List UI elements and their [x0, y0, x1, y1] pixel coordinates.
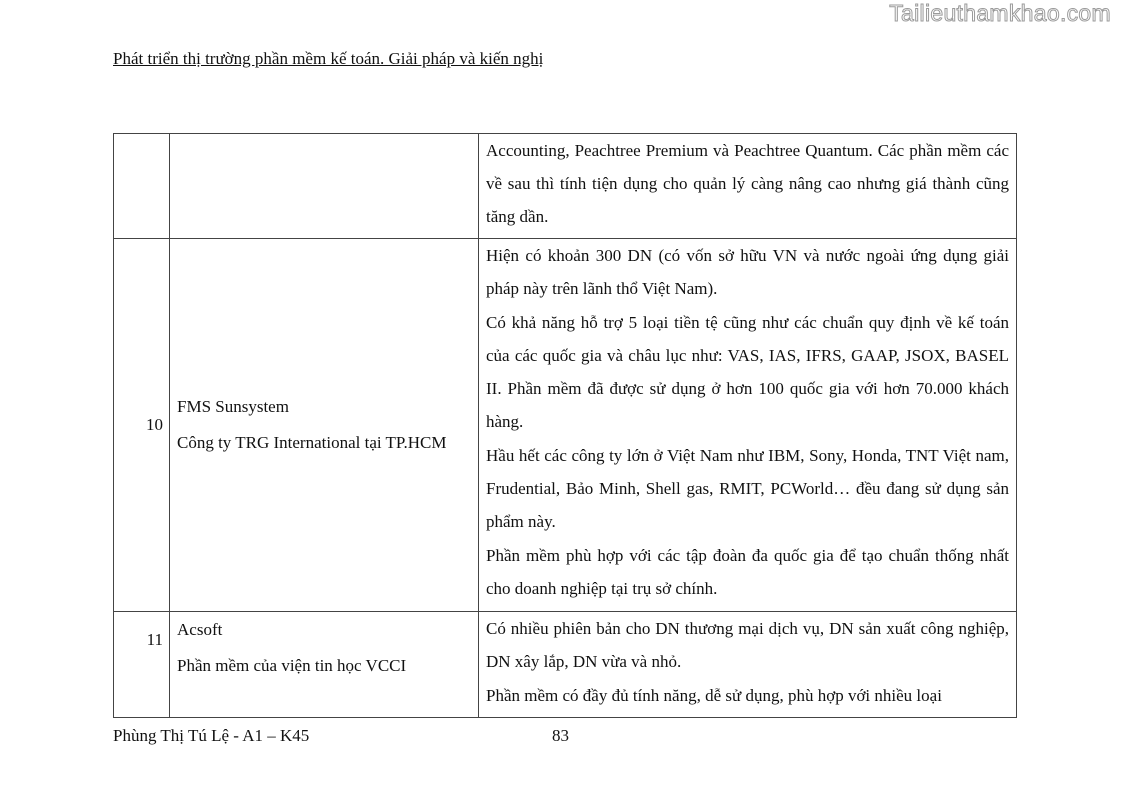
table-row	[114, 612, 1017, 718]
description-cell	[479, 239, 1017, 612]
software-name: Acsoft	[177, 620, 223, 639]
description-paragraph: Phần mềm có đầy đủ tính năng, dễ sử dụng, phù hợp với nhiều loại	[486, 686, 942, 705]
software-vendor: Công ty TRG International tại TP.HCM	[177, 433, 447, 452]
software-table	[113, 133, 1017, 718]
row-number	[114, 134, 170, 239]
software-name-cell	[170, 239, 479, 612]
table-row	[114, 134, 1017, 239]
description-cell	[479, 134, 1017, 239]
watermark: Tailieuthamkhao.com	[889, 0, 1111, 26]
description-paragraph: Phần mềm phù hợp với các tập đoàn đa quốc gia để tạo chuẩn thống nhất cho doanh nghiệp tại trụ sở chính.	[486, 546, 1009, 598]
software-name: FMS Sunsystem	[177, 397, 289, 416]
page-number: 83	[552, 726, 569, 745]
description-paragraph: Có nhiều phiên bản cho DN thương mại dịch vụ, DN sản xuất công nghiệp, DN xây lắp, DN vừa và nhỏ.	[486, 619, 1009, 671]
description-paragraph: Accounting, Peachtree Premium và Peachtree Quantum. Các phần mềm các về sau thì tính tiện dụng cho quản lý càng nâng cao nhưng giá thành cũng tăng dần.	[486, 141, 1009, 226]
footer-author: Phùng Thị Tú Lệ - A1 – K45	[113, 726, 310, 745]
description-paragraph: Có khả năng hỗ trợ 5 loại tiền tệ cũng như các chuẩn quy định về kế toán của các quốc gia và châu lục như: VAS, IAS, IFRS, GAAP, JSOX, BASEL II. Phần mềm đã được sử dụng ở hơn 100 quốc gia với hơn 70.000 khách hàng.	[486, 313, 1009, 431]
table-row	[114, 239, 1017, 612]
page-header: Phát triển thị trường phần mềm kế toán. Giải pháp và kiến nghị	[113, 49, 544, 68]
software-name-cell	[170, 612, 479, 718]
description-paragraph: Hầu hết các công ty lớn ở Việt Nam như IBM, Sony, Honda, TNT Việt nam, Frudential, Bảo Minh, Shell gas, RMIT, PCWorld… đều đang sử dụng sản phẩm này.	[486, 446, 1009, 531]
software-name-cell	[170, 134, 479, 239]
row-number: 11	[114, 612, 170, 718]
description-paragraph: Hiện có khoản 300 DN (có vốn sở hữu VN và nước ngoài ứng dụng giải pháp này trên lãnh thổ Việt Nam).	[486, 246, 1009, 298]
software-vendor: Phần mềm của viện tin học VCCI	[177, 656, 407, 675]
row-number: 10	[114, 239, 170, 612]
description-cell	[479, 612, 1017, 718]
